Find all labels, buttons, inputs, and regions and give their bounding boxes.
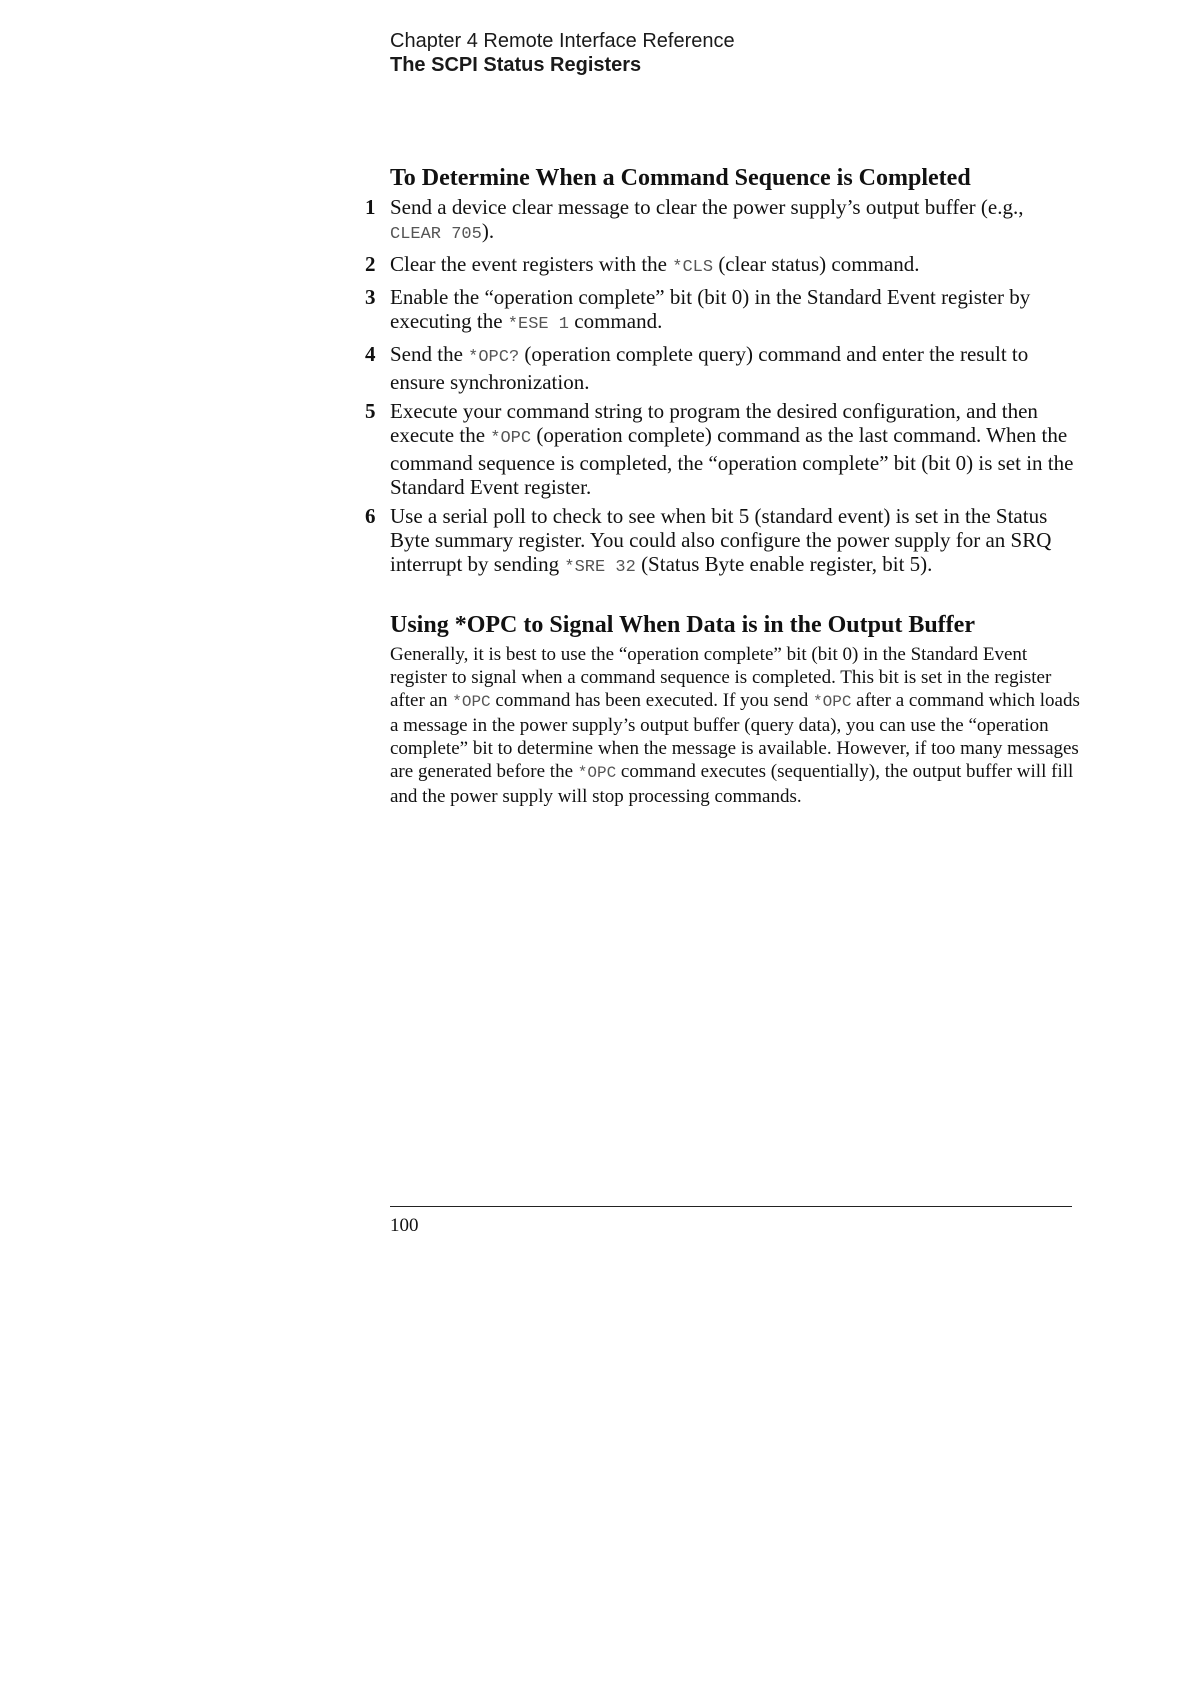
code-literal: *OPC: [577, 764, 617, 782]
running-header: [390, 29, 1070, 77]
steps-list: [365, 195, 1075, 585]
code-literal: CLEAR 705: [390, 225, 482, 244]
code-literal: *CLS: [672, 258, 714, 277]
list-item: [365, 342, 1075, 394]
list-item: [365, 399, 1075, 499]
step-text: Send a device clear message to clear the power supply’s output buffer (e.g., CLEAR 705).: [390, 195, 1024, 244]
step-text: Send the *OPC? (operation complete query) command and enter the result to ensure synchronization.: [390, 342, 1029, 394]
section-title: The SCPI Status Registers: [390, 54, 642, 76]
step-text: Enable the “operation complete” bit (bit 0) in the Standard Event register by executing the *ESE 1 command.: [390, 285, 1031, 334]
step-text: Clear the event registers with the *CLS (clear status) command.: [390, 252, 920, 277]
step-number: 4: [365, 342, 376, 366]
heading-command-sequence: To Determine When a Command Sequence is Completed: [390, 165, 971, 191]
code-literal: *OPC: [813, 693, 852, 711]
list-item: [365, 504, 1075, 580]
heading-opc-output-buffer: Using *OPC to Signal When Data is in the Output Buffer: [390, 612, 975, 638]
code-literal: *OPC: [490, 429, 532, 448]
step-number: 3: [365, 285, 376, 309]
page-number: 100: [390, 1215, 419, 1236]
code-literal: *OPC: [452, 693, 491, 711]
list-item: [365, 285, 1075, 337]
list-item: [365, 195, 1075, 247]
step-text: Use a serial poll to check to see when bit 5 (standard event) is set in the Status Byte summary register. You could also configure the power supply for an SRQ interrupt by sending *SRE 32 (Status Byte enable register, bit 5).: [390, 504, 1052, 577]
step-number: 5: [365, 399, 376, 423]
code-literal: *OPC?: [468, 348, 520, 367]
step-number: 1: [365, 195, 376, 219]
step-number: 6: [365, 504, 376, 528]
step-text: Execute your command string to program the desired configuration, and then execute the *OPC (operation complete) command as the last command. When the command sequence is completed, the “operation complete” bit (bit 0) is set in the Standard Event register.: [390, 399, 1074, 499]
footer-divider: [390, 1206, 1072, 1207]
code-literal: *ESE 1: [507, 315, 570, 334]
chapter-title: Chapter 4 Remote Interface Reference: [390, 30, 735, 52]
step-number: 2: [365, 252, 376, 276]
list-item: [365, 252, 1075, 280]
code-literal: *SRE 32: [564, 558, 636, 577]
body-paragraph: Generally, it is best to use the “operation complete” bit (bit 0) in the Standard Event register to signal when a command sequence is completed. This bit is set in the register after an *OPC command has been executed. If you send *OPC after a command which loads a message in the power supply’s output buffer (query data), you can use the “operation complete” bit to determine when the message is available. However, if too many messages are generated before the *OPC command executes (sequentially), the output buffer will fill and the power supply will stop processing commands.: [390, 644, 1080, 807]
